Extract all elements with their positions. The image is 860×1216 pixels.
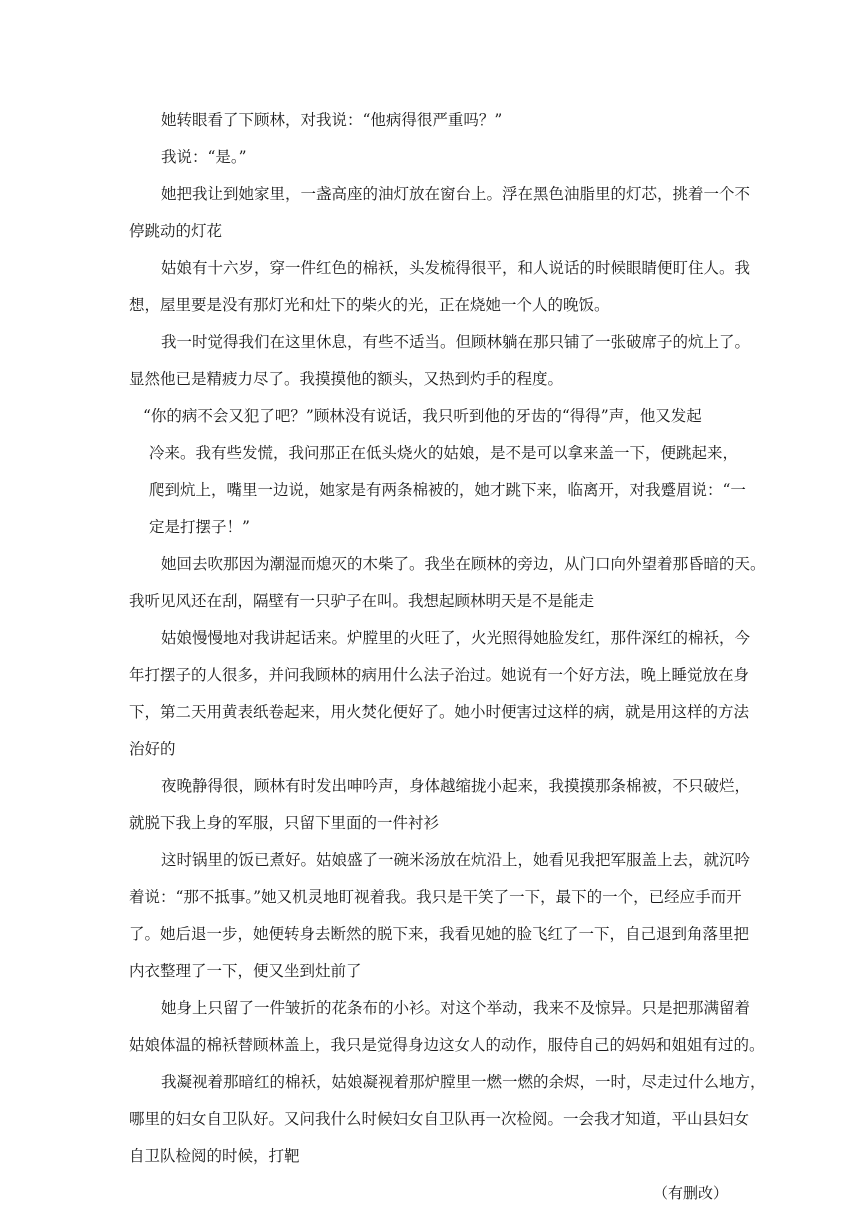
text-line: 我说：“是。”	[161, 148, 247, 166]
text-line: 着说：“那不抵事。”她又机灵地盯视着我。我只是干笑了一下，最下的一个，已经应手而开	[129, 888, 742, 906]
text-line: 下，第二天用黄表纸卷起来，用火焚化便好了。她小时便害过这样的病，就是用这样的方法	[129, 703, 750, 721]
text-line: 就脱下我上身的军服，只留下里面的一件衬衫	[129, 814, 440, 832]
text-line: 了。她后退一步，她便转身去断然的脱下来，我看见她的脸飞红了一下，自己退到角落里把	[129, 925, 750, 943]
text-line: 内衣整理了一下，便又坐到灶前了	[129, 962, 362, 980]
text-line: 姑娘有十六岁，穿一件红色的棉袄，头发梳得很平，和人说话的时候眼睛便盯住人。我	[161, 259, 751, 277]
text-line: 冷来。我有些发慌，我问那正在低头烧火的姑娘，是不是可以拿来盖一下，便跳起来，	[149, 444, 739, 462]
text-line: 我一时觉得我们在这里休息，有些不适当。但顾林躺在那只铺了一张破席子的炕上了。	[161, 333, 751, 351]
text-line: 她转眼看了下顾林，对我说：“他病得很严重吗？”	[161, 111, 503, 129]
text-line: 治好的	[129, 740, 176, 758]
text-line: 她把我让到她家里，一盏高座的油灯放在窗台上。浮在黑色油脂里的灯芯，挑着一个不	[161, 185, 751, 203]
text-line: 爬到炕上，嘴里一边说，她家是有两条棉被的，她才跳下来，临离开，对我蹙眉说：“一	[149, 481, 746, 499]
text-line: 停跳动的灯花	[129, 222, 223, 240]
text-line: 显然他已是精疲力尽了。我摸摸他的额头，又热到灼手的程度。	[129, 370, 564, 388]
text-line: 定是打摆子！”	[149, 518, 250, 536]
text-line: 姑娘体温的棉袄替顾林盖上，我只是觉得身边这女人的动作，服侍自己的妈妈和姐姐有过的。	[129, 1036, 765, 1054]
text-line: 年打摆子的人很多，并问我顾林的病用什么法子治过。她说有一个好方法，晚上睡觉放在身	[129, 666, 750, 684]
text-line: 夜晚静得很，顾林有时发出呻吟声，身体越缩拢小起来，我摸摸那条棉被，不只破烂，	[161, 777, 751, 795]
text-line: 自卫队检阅的时候，打靶	[129, 1147, 300, 1165]
text-line: 她回去吹那因为潮湿而熄灭的木柴了。我坐在顾林的旁边，从门口向外望着那昏暗的天。	[161, 555, 766, 573]
text-line: “你的病不会又犯了吧？”顾林没有说话，我只听到他的牙齿的“得得”声，他又发起	[143, 407, 702, 425]
text-line: 我听见风还在刮，隔壁有一只驴子在叫。我想起顾林明天是不是能走	[129, 592, 595, 610]
text-line: 这时锅里的饭已煮好。姑娘盛了一碗米汤放在炕沿上，她看见我把军服盖上去，就沉吟	[161, 851, 751, 869]
text-line: 哪里的妇女自卫队好。又问我什么时候妇女自卫队再一次检阅。一会我才知道，平山县妇女	[129, 1110, 750, 1128]
text-line: 想，屋里要是没有那灯光和灶下的柴火的光，正在烧她一个人的晚饭。	[129, 296, 610, 314]
text-line: 我凝视着那暗红的棉袄，姑娘凝视着那炉膛里一燃一燃的余烬，一时，尽走过什么地方，	[161, 1073, 766, 1091]
text-line: 她身上只留了一件皱折的花条布的小衫。对这个举动，我来不及惊异。只是把那满留着	[161, 999, 751, 1017]
source-note: （有删改）	[652, 1184, 728, 1202]
text-line: 姑娘慢慢地对我讲起话来。炉膛里的火旺了，火光照得她脸发红，那件深红的棉袄，今	[161, 629, 751, 647]
